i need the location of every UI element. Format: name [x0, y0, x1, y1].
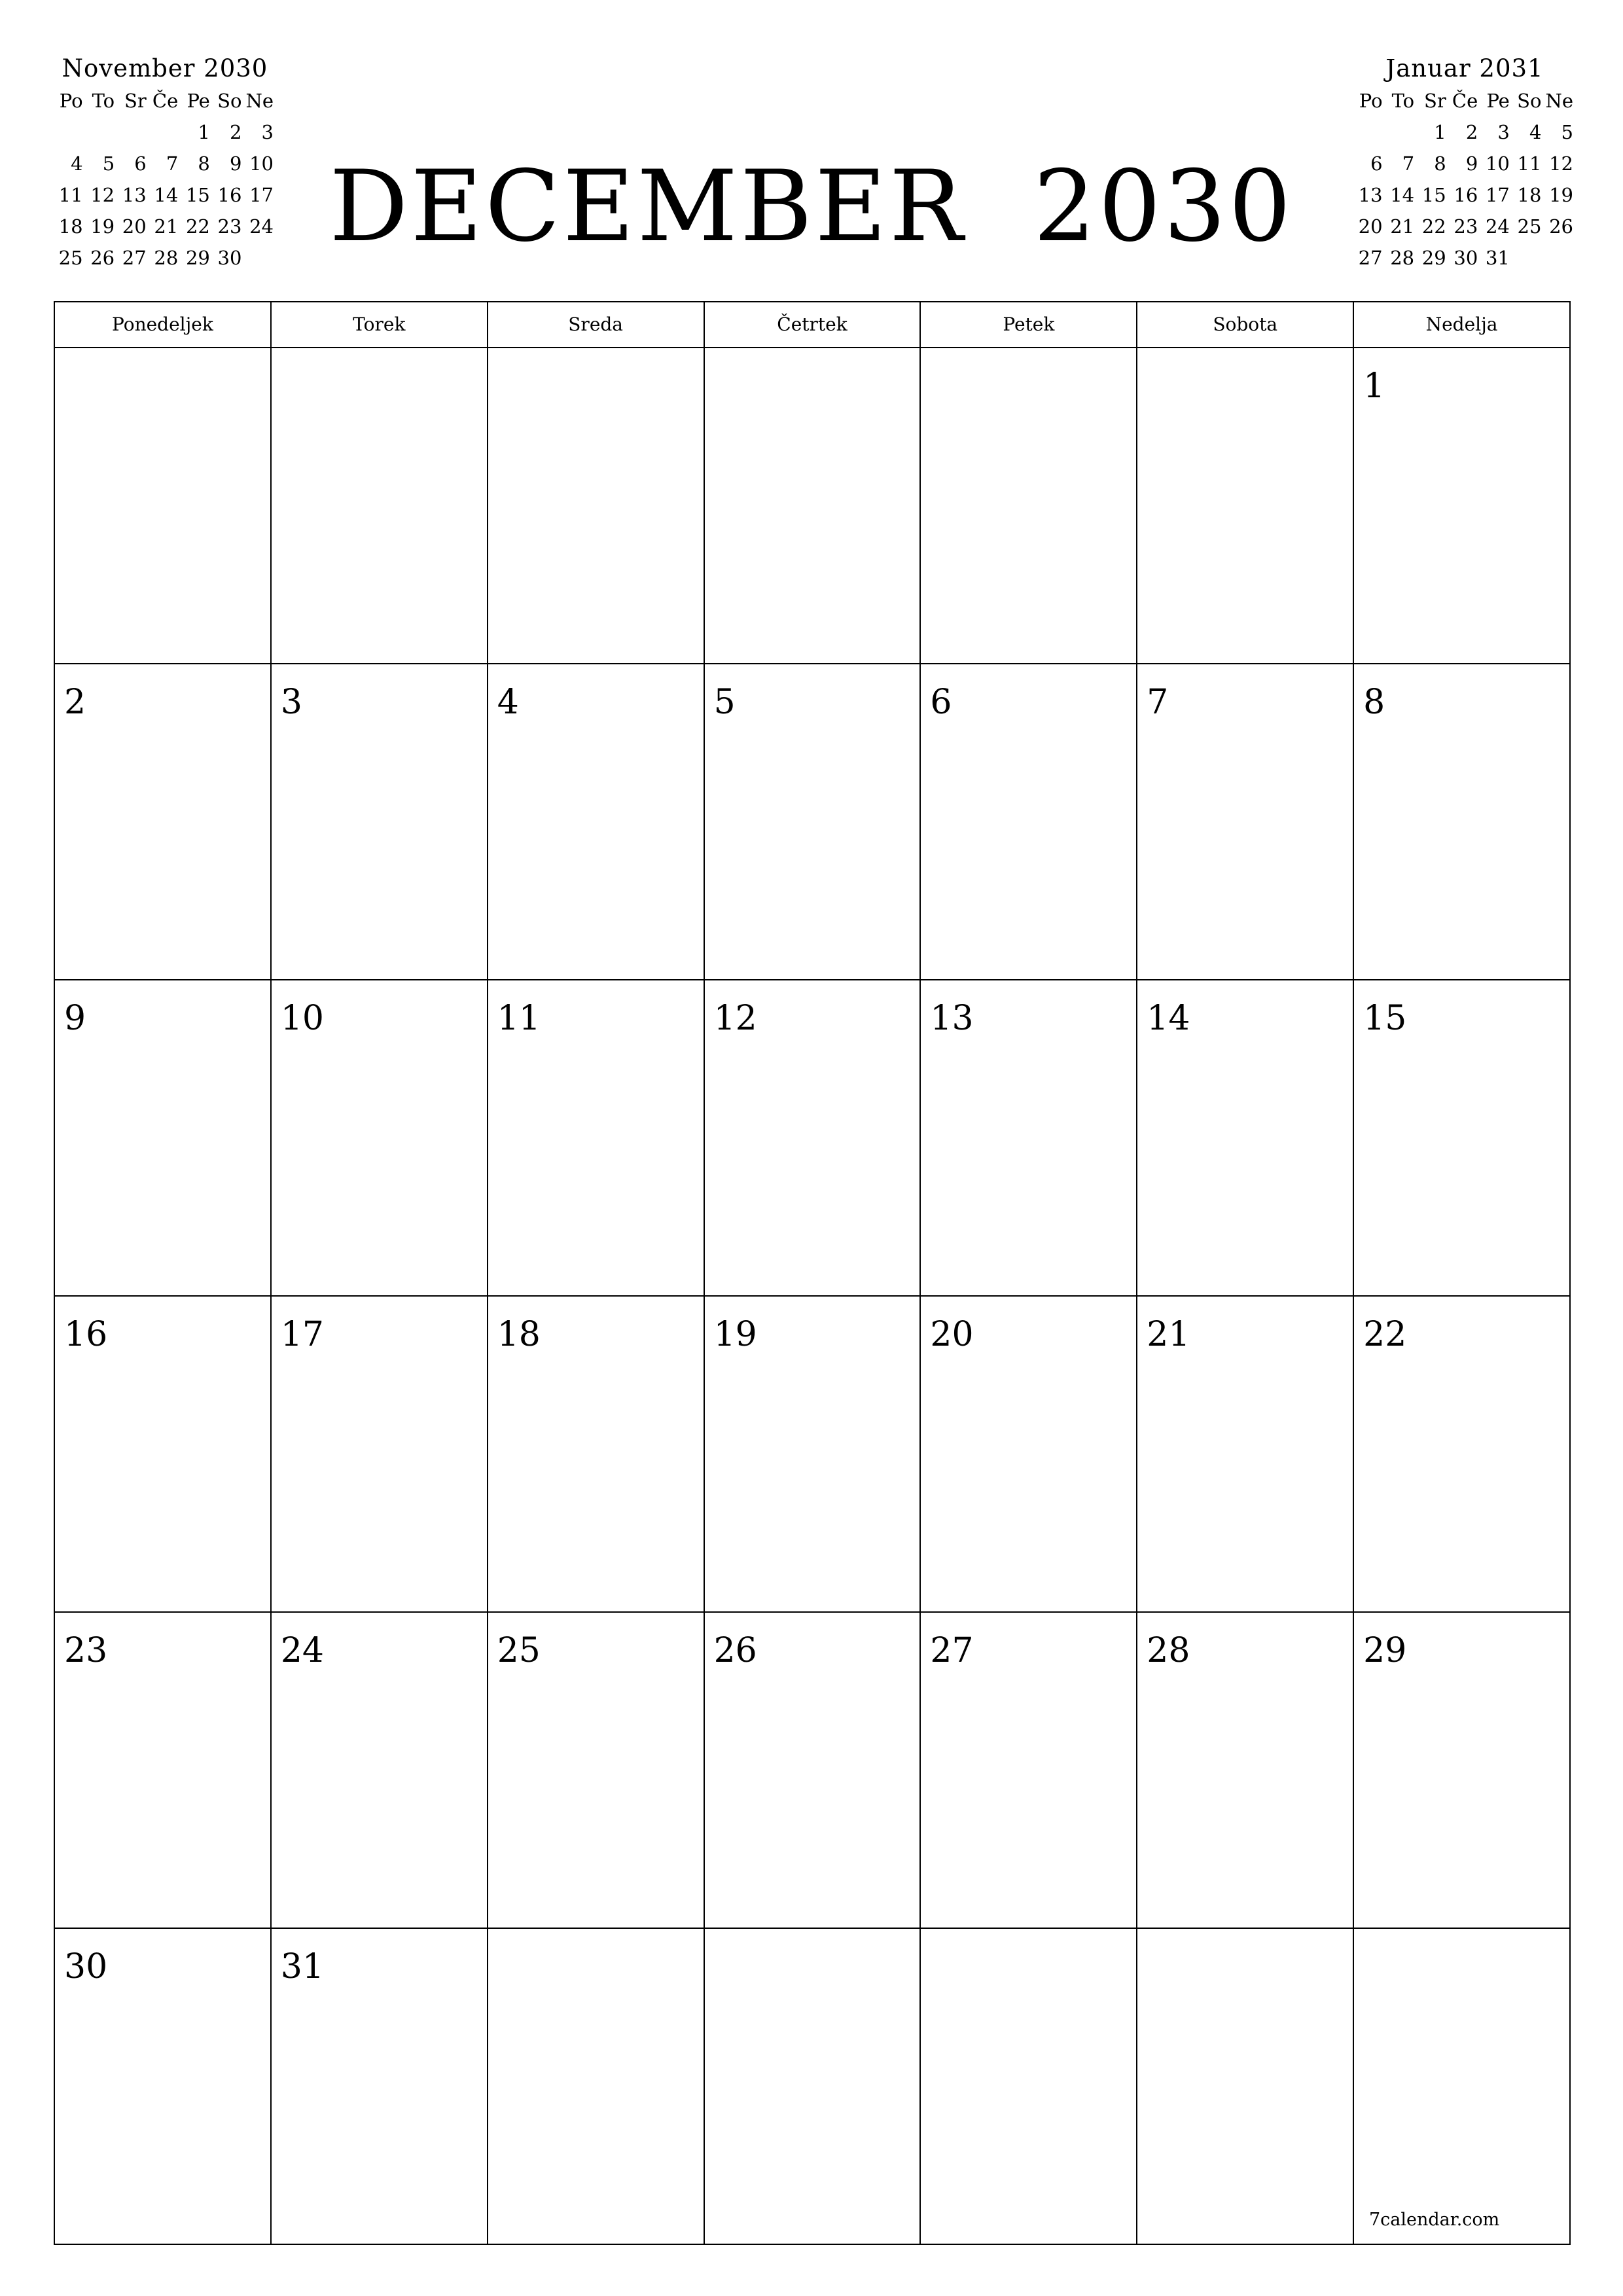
day-number: 9	[64, 999, 86, 1038]
mini-day: 2	[1465, 121, 1478, 143]
mini-day: 5	[1561, 121, 1573, 143]
mini-weekday: So	[1517, 90, 1542, 112]
next-month-days	[1353, 117, 1576, 274]
day-cell[interactable]	[921, 348, 1137, 664]
mini-day: 5	[102, 152, 115, 175]
day-number: 15	[1363, 999, 1407, 1038]
mini-day: 22	[185, 215, 210, 238]
day-cell[interactable]	[1354, 348, 1571, 664]
mini-day: 24	[1485, 215, 1510, 238]
mini-day: 19	[1549, 184, 1573, 206]
day-number: 17	[280, 1315, 325, 1354]
week-row	[55, 1929, 1571, 2245]
mini-day: 28	[154, 247, 179, 269]
day-number: 25	[497, 1631, 541, 1670]
mini-day: 17	[249, 184, 274, 206]
day-number: 2	[64, 683, 86, 722]
day-number: 10	[280, 999, 325, 1038]
day-cell[interactable]	[488, 1613, 705, 1929]
mini-day: 15	[1421, 184, 1446, 206]
mini-day: 6	[1370, 152, 1383, 175]
mini-day: 8	[1434, 152, 1446, 175]
day-cell[interactable]	[1354, 1613, 1571, 1929]
day-cell[interactable]	[1137, 664, 1354, 980]
mini-week-row	[1353, 148, 1576, 179]
mini-week-row	[1353, 242, 1576, 274]
mini-week-row	[54, 117, 276, 148]
mini-day: 28	[1390, 247, 1415, 269]
mini-day: 11	[1517, 152, 1542, 175]
mini-day	[86, 117, 118, 148]
day-number: 6	[930, 683, 952, 722]
mini-day: 20	[1358, 215, 1383, 238]
mini-day: 23	[1454, 215, 1478, 238]
mini-day: 18	[1517, 184, 1542, 206]
mini-weekday: Ne	[1545, 90, 1573, 112]
day-cell[interactable]	[488, 980, 705, 1297]
day-number: 14	[1147, 999, 1190, 1038]
mini-day: 24	[249, 215, 274, 238]
mini-day: 21	[154, 215, 179, 238]
day-cell[interactable]	[1354, 980, 1571, 1297]
mini-weekday: Po	[1359, 90, 1383, 112]
mini-day: 9	[229, 152, 242, 175]
day-number: 20	[930, 1315, 974, 1354]
mini-day: 1	[1434, 121, 1446, 143]
week-row	[55, 348, 1571, 664]
mini-day: 29	[185, 247, 210, 269]
day-cell[interactable]	[272, 1929, 488, 2245]
mini-day	[1512, 242, 1544, 274]
mini-day: 15	[185, 184, 210, 206]
mini-weekday: Če	[1452, 90, 1478, 112]
week-row	[55, 664, 1571, 980]
mini-day: 16	[1454, 184, 1478, 206]
day-cell[interactable]	[1354, 664, 1571, 980]
mini-day: 30	[217, 247, 242, 269]
mini-day: 13	[122, 184, 147, 206]
mini-day: 14	[154, 184, 179, 206]
day-cell[interactable]	[272, 980, 488, 1297]
day-number: 16	[64, 1315, 108, 1354]
mini-day: 26	[90, 247, 115, 269]
day-cell[interactable]	[272, 1297, 488, 1613]
mini-day: 17	[1485, 184, 1510, 206]
mini-day: 12	[90, 184, 115, 206]
day-cell[interactable]	[705, 980, 921, 1297]
day-number: 31	[280, 1947, 325, 1986]
next-month-mini-calendar	[1353, 52, 1576, 274]
mini-day: 9	[1465, 152, 1478, 175]
mini-day: 27	[1358, 247, 1383, 269]
week-row	[55, 980, 1571, 1297]
weekday-header-row	[55, 302, 1571, 348]
page-title: DECEMBER 2030	[329, 150, 1294, 264]
day-cell[interactable]	[1354, 1929, 1571, 2245]
mini-day	[54, 117, 86, 148]
mini-day: 11	[58, 184, 83, 206]
mini-day: 25	[1517, 215, 1542, 238]
mini-day: 12	[1549, 152, 1573, 175]
day-number: 23	[64, 1631, 108, 1670]
mini-weekday: Sr	[124, 90, 147, 112]
weekday-header: Petek	[921, 302, 1137, 348]
mini-day	[1385, 117, 1418, 148]
day-number: 27	[930, 1631, 974, 1670]
mini-weekday: Pe	[187, 90, 210, 112]
mini-day: 8	[198, 152, 210, 175]
mini-day: 3	[1497, 121, 1510, 143]
day-cell[interactable]	[1137, 1613, 1354, 1929]
day-cell[interactable]	[488, 1929, 705, 2245]
site-credit: 7calendar.com	[1369, 2210, 1500, 2230]
mini-day: 25	[58, 247, 83, 269]
day-cell[interactable]	[1137, 348, 1354, 664]
day-number: 24	[280, 1631, 325, 1670]
day-cell[interactable]	[921, 980, 1137, 1297]
mini-weekday: To	[1391, 90, 1415, 112]
month-weeks	[55, 348, 1571, 2245]
mini-day: 29	[1421, 247, 1446, 269]
prev-month-weekdays	[54, 85, 276, 117]
day-cell[interactable]	[1354, 1297, 1571, 1613]
day-cell[interactable]	[921, 664, 1137, 980]
day-number: 8	[1363, 683, 1385, 722]
mini-weekday: Pe	[1486, 90, 1510, 112]
mini-week-row	[1353, 179, 1576, 211]
day-number: 1	[1363, 367, 1385, 406]
day-number: 30	[64, 1947, 108, 1986]
day-number: 22	[1363, 1315, 1407, 1354]
mini-week-row	[1353, 117, 1576, 148]
weekday-header: Nedelja	[1354, 302, 1571, 348]
day-cell[interactable]	[705, 1297, 921, 1613]
mini-day: 10	[249, 152, 274, 175]
day-cell[interactable]	[55, 664, 272, 980]
mini-day: 1	[198, 121, 210, 143]
day-number: 29	[1363, 1631, 1407, 1670]
day-cell[interactable]	[488, 664, 705, 980]
day-number: 26	[713, 1631, 757, 1670]
day-cell[interactable]	[55, 348, 272, 664]
day-number: 28	[1147, 1631, 1190, 1670]
mini-day: 26	[1549, 215, 1573, 238]
day-cell[interactable]	[55, 1297, 272, 1613]
day-cell[interactable]	[272, 348, 488, 664]
weekday-header: Sreda	[488, 302, 705, 348]
mini-day: 23	[217, 215, 242, 238]
mini-day: 27	[122, 247, 147, 269]
day-number: 5	[713, 683, 736, 722]
mini-day: 21	[1390, 215, 1415, 238]
mini-day: 30	[1454, 247, 1478, 269]
prev-month-title: November 2030	[62, 54, 268, 82]
week-row	[55, 1297, 1571, 1613]
weekday-header: Ponedeljek	[55, 302, 272, 348]
day-cell[interactable]	[921, 1297, 1137, 1613]
mini-weekday: Če	[152, 90, 179, 112]
day-cell[interactable]	[921, 1929, 1137, 2245]
day-number: 3	[280, 683, 302, 722]
day-cell[interactable]	[705, 348, 921, 664]
day-cell[interactable]	[55, 1613, 272, 1929]
week-row	[55, 1613, 1571, 1929]
day-cell[interactable]	[488, 1297, 705, 1613]
day-number: 18	[497, 1315, 541, 1354]
mini-weekday: To	[92, 90, 115, 112]
day-cell[interactable]	[272, 1613, 488, 1929]
mini-day	[117, 117, 149, 148]
day-number: 21	[1147, 1315, 1190, 1354]
day-number: 13	[930, 999, 974, 1038]
mini-day	[1544, 242, 1576, 274]
day-cell[interactable]	[1137, 980, 1354, 1297]
day-cell[interactable]	[921, 1613, 1137, 1929]
day-cell[interactable]	[705, 1613, 921, 1929]
weekday-header: Torek	[272, 302, 488, 348]
mini-day: 20	[122, 215, 147, 238]
day-cell[interactable]	[705, 664, 921, 980]
next-month-title: Januar 2031	[1385, 54, 1544, 82]
day-cell[interactable]	[1137, 1297, 1354, 1613]
mini-weekday: Ne	[245, 90, 274, 112]
day-number: 11	[497, 999, 541, 1038]
weekday-header: Sobota	[1137, 302, 1354, 348]
mini-weekday: So	[217, 90, 242, 112]
day-number: 12	[713, 999, 757, 1038]
mini-day: 3	[261, 121, 274, 143]
mini-day: 22	[1421, 215, 1446, 238]
mini-day: 16	[217, 184, 242, 206]
day-number: 4	[497, 683, 519, 722]
mini-day: 6	[134, 152, 147, 175]
mini-day: 4	[71, 152, 83, 175]
day-number: 19	[713, 1315, 757, 1354]
weekday-header: Četrtek	[705, 302, 921, 348]
mini-day: 19	[90, 215, 115, 238]
mini-weekday: Sr	[1423, 90, 1446, 112]
mini-day	[149, 117, 181, 148]
mini-day: 18	[58, 215, 83, 238]
mini-week-row	[1353, 211, 1576, 242]
mini-day: 10	[1485, 152, 1510, 175]
day-number: 7	[1147, 683, 1169, 722]
mini-day	[1353, 117, 1385, 148]
mini-day: 31	[1485, 247, 1510, 269]
day-cell[interactable]	[705, 1929, 921, 2245]
mini-day: 14	[1390, 184, 1415, 206]
next-month-weekdays	[1353, 85, 1576, 117]
day-cell[interactable]	[55, 1929, 272, 2245]
mini-day: 2	[229, 121, 242, 143]
mini-day: 7	[1402, 152, 1415, 175]
mini-day: 13	[1358, 184, 1383, 206]
month-grid	[54, 301, 1571, 2245]
day-cell[interactable]	[272, 664, 488, 980]
day-cell[interactable]	[488, 348, 705, 664]
day-cell[interactable]	[55, 980, 272, 1297]
mini-weekday: Po	[59, 90, 83, 112]
mini-day: 7	[166, 152, 179, 175]
day-cell[interactable]	[1137, 1929, 1354, 2245]
mini-day: 4	[1529, 121, 1542, 143]
